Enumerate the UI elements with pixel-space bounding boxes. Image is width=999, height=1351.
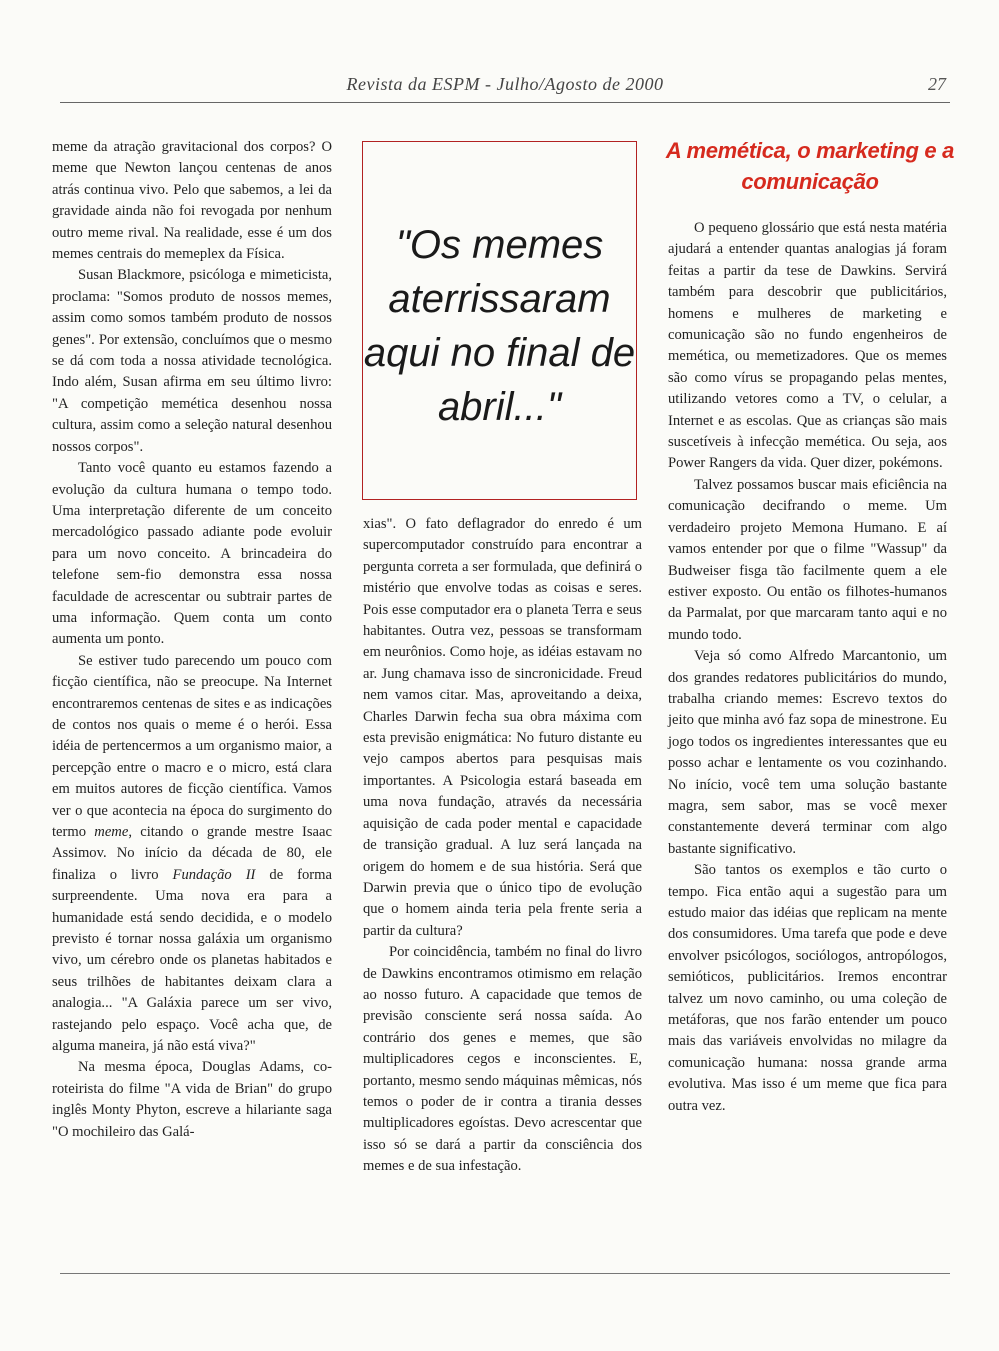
italic-term: meme: [94, 824, 129, 840]
paragraph: Na mesma época, Douglas Adams, co-roteirista do filme "A vida de Brian" do grupo inglês Monty Phyton, escreve a hilariante saga "O mochileiro das Galá-: [52, 1059, 332, 1140]
paragraph: Veja só como Alfredo Marcantonio, um dos grandes redatores publicitários do mundo, trabalha criando memes: Escrevo textos do jeito que minha avó faz sopa de minestrone. Eu jogo todos os ingredientes interessantes que eu posso achar e lentamente os vou cozinhando. No início, você tem uma solução bastante magra, sem sabor, mas se você mexer constantemente deverá terminar com algo bastante significativo.: [668, 648, 947, 857]
page-number: 27: [928, 74, 946, 94]
paragraph: Tanto você quanto eu estamos fazendo a evolução da cultura humana o tempo todo. Uma interpretação diferente de um conceito mercadológico passado adiante pode evoluir para um novo conceito. A brincadeira do telefone sem-fio demonstra essa nossa faculdade de acrescentar ou subtrair partes de uma informação. Quem conta um conto aumenta um ponto.: [52, 460, 332, 648]
italic-book-title: Fundação II: [172, 866, 256, 883]
column-right: [668, 218, 947, 1117]
text-run: , citando o grande mestre Isaac Assimov. No início da década de 80, ele finaliza o livro: [52, 824, 332, 883]
paragraph: [52, 651, 332, 1058]
paragraph: xias". O fato deflagrador do enredo é um supercomputador construído para encontrar a pergunta correta a ser formulada, que definirá o mistério que envolve todas as coisas e seres. Pois esse computador era o planeta Terra e seus habitantes. Outra vez, pessoas se transformam em neurônios. Como hoje, as idéias estavam no ar. Jung chamava isso de sincronicidade. Freud nem vamos citar. Mas, aproveitando a deixa, Charles Darwin fecha sua obra máxima com esta previsão enigmática: No futuro distante eu vejo campos abertos para pesquisas mais importantes. A Psicologia estará baseada em uma nova fundação, através da necessária aquisição de cada poder mental e capacidade de transição gradual. A luz será lançada na origem do homem e de sua história. Será que Darwin previa que o único tipo de evolução que o homem ainda teria pela frente seria a partir da cultura?: [363, 516, 642, 939]
pull-quote-box: [362, 141, 637, 500]
text-run: de forma surpreendente. Uma nova era para a humanidade está sendo decidida, e o modelo previsto é tornar nossa galáxia um organismo vivo, um cérebro onde os planetas habitados e seus trilhões de habitantes deixam clara a analogia... "A Galáxia parece um ser vivo, rastejando pelo espaço. Você acha que, de alguma maneira, já não está viva?": [52, 866, 332, 1055]
column-middle: [363, 514, 642, 1178]
text-run: Se estiver tudo parecendo um pouco com ficção científica, não se preocupe. Na Internet encontraremos centenas de sites e as indicações de contos nos quais o meme é o herói. Essa idéia de pertencermos a um organismo maior, a percepção entre o macro e o micro, está clara em muitos autores de ficção científica. Vamos ver o que acontecia na época do surgimento do termo: [52, 652, 332, 840]
footer-rule: [60, 1273, 950, 1274]
section-title: A memética, o marketing e a comunicação: [665, 138, 955, 194]
running-title: Revista da ESPM - Julho/Agosto de 2000: [346, 74, 664, 94]
paragraph: O pequeno glossário que está nesta matéria ajudará a entender quantas analogias já foram feitas a partir da tese de Dawkins. Servirá também para descobrir que publicitários, homens e mulheres de marketing e comunicação são no fundo engenheiros de memética, ou memetizadores. Que os memes são como vírus se propagando pelas mentes, utilizando vetores como a TV, o celular, a Internet e as escolas. Que as crianças são mais suscetíveis à infecção memética. Ou seja, aos Power Rangers da vida. Quer dizer, pokémons.: [668, 220, 947, 472]
header-rule: [60, 102, 950, 103]
paragraph: Susan Blackmore, psicóloga e mimeticista, proclama: "Somos produto de nossos memes, assim como somos também produto de nossos genes". Por extensão, concluímos que o mesmo se dá com toda a nossa atividade tecnológica. Indo além, Susan afirma em seu último livro: "A competição memética desenhou nossa cultura, assim como a seleção natural desenhou nossos corpos".: [52, 267, 332, 455]
pull-quote: "Os memes aterrissaram aqui no final de abril...": [363, 223, 636, 429]
paragraph: Por coincidência, também no final do livro de Dawkins encontramos otimismo em relação ao nosso futuro. A capacidade que temos de previsão consciente será nossa saída. Ao contrário dos genes e memes, que são multiplicadores cegos e inconscientes. E, portanto, mesmo sendo máquinas mêmicas, nós temos o poder de ir contra a tirania desses multiplicadores egoístas. Devo acrescentar que isso só se dará a partir da consciência dos memes e de sua infestação.: [363, 944, 642, 1175]
paragraph: meme da atração gravitacional dos corpos? O meme que Newton lançou centenas de anos atrás continua vivo. Pelo que sabemos, a lei da gravidade ainda não foi revogada por nenhum outro meme rival. Na realidade, esse é um dos memes centrais do memeplex da Física.: [52, 139, 332, 263]
paragraph: Talvez possamos buscar mais eficiência na comunicação decifrando o meme. Um verdadeiro projeto Memona Humano. E aí vamos entender por que o filme "Wassup" da Budweiser fisga tão facilmente quem a ele estiver exposto. Ou então os filhotes-humanos da Parmalat, por que marcaram tanto aqui e no mundo todo.: [668, 476, 947, 643]
page-header: [60, 74, 950, 100]
paragraph: São tantos os exemplos e tão curto o tempo. Fica então aqui a sugestão para um estudo maior das idéias que replicam na mente dos consumidores. Uma tarefa que pode e deve envolver psicólogos, sociólogos, antropólogos, semióticos, publicitários. Iremos encontrar talvez um novo caminho, ou uma coleção de metáforas, que nos farão entender um pouco mais das variáveis envolvidas no milagre da comunicação humana: nossa grande arma evolutiva. Mas isso é um meme que fica para outra vez.: [668, 862, 947, 1114]
column-left: [52, 137, 332, 1143]
